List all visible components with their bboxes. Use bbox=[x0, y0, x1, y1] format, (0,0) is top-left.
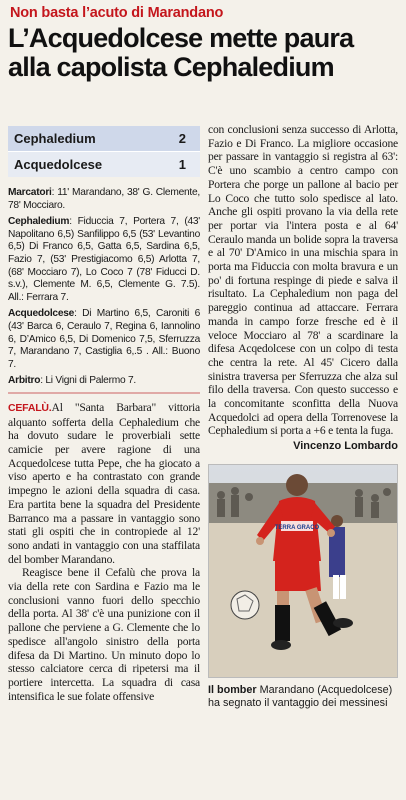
score-row-home bbox=[8, 126, 200, 151]
kicker: Non basta l’acuto di Marandano bbox=[10, 5, 224, 21]
paragraph-1-text: Al "Santa Barbara" vittoria alquanto sofferta della Cephaledium che ha dovuto sudare le proverbiali sette camicie per avere ragione di una Acquedolcese tutta Pepe, che ha giocato a viso aperto e ha contrastato con grande impegno le azioni della squadra di casa. Era partita bene la squadra del Presidente Barranco ma a passare in vantaggio sono stati gli ospiti che in contropiede al 12' sono andati in vantaggio con una staffilata del bomber Marandano. bbox=[8, 400, 200, 566]
photo-illustration bbox=[209, 465, 397, 677]
headline: L’Acquedolcese mette paura alla capolista Cephaledium bbox=[8, 23, 354, 82]
scorers-text: : 11' Marandano, 38' G. Clemente, 78' Mocciaro. bbox=[8, 187, 200, 211]
article-paragraph-3 bbox=[208, 123, 398, 438]
score-row-away bbox=[8, 151, 200, 177]
away-lineup-text: : Di Martino 6,5, Caroniti 6 (43' Barca 6, Ceraulo 7, Regina 6, Iannolino 6, D’Amico 6,5, Di Domenico 7,5, Sferruzza 7, Marandano 7, Castiglia 6,.5 . All.: Buono 7. bbox=[8, 308, 200, 370]
match-details bbox=[8, 187, 200, 388]
away-team: Acquedolcese bbox=[14, 157, 103, 172]
right-column bbox=[208, 123, 398, 710]
article-paragraph-2 bbox=[8, 566, 200, 703]
divider bbox=[8, 392, 200, 394]
scorers bbox=[8, 187, 200, 212]
home-lineup bbox=[8, 216, 200, 304]
away-goals: 1 bbox=[178, 157, 186, 172]
caption-text: Marandano (Acquedolcese) ha segnato il vantaggio dei messinesi bbox=[208, 684, 393, 710]
dateline: CEFALÙ. bbox=[8, 401, 52, 414]
away-lineup bbox=[8, 308, 200, 371]
home-team: Cephaledium bbox=[14, 131, 96, 146]
shirt-sponsor: TERRA GRACO bbox=[274, 525, 320, 532]
left-column bbox=[8, 126, 200, 703]
score-table bbox=[8, 126, 200, 177]
byline: Vincenzo Lombardo bbox=[293, 440, 398, 453]
referee-label: Arbitro bbox=[8, 375, 41, 387]
home-lineup-label: Cephaledium bbox=[8, 216, 70, 228]
article-paragraph-1 bbox=[8, 401, 200, 566]
home-goals: 2 bbox=[178, 131, 186, 146]
football-player-photo bbox=[208, 464, 398, 678]
home-lineup-text: : Fiduccia 7, Portera 7, (43' Napolitano 6,5) Sanfilippo 6,5 (53' Levantino 6,5) Di Franco 6,5, Gatta 6,5, Sardina 6,5, Fazio 7, (53' Prestigiacomo 6,5) Arlotta 7, (68' Mocciaro 7), Lo Coco 7 (78' Fiducci D. s.v.), Clemente M. 6,5, Clemente G. 7.5). All.: Ferrara 7. bbox=[8, 216, 200, 303]
caption-lead: Il bomber bbox=[208, 684, 257, 697]
photo-caption bbox=[208, 684, 398, 710]
referee bbox=[8, 375, 200, 388]
scorers-label: Marcatori bbox=[8, 187, 52, 198]
away-lineup-label: Acquedolcese bbox=[8, 308, 75, 320]
paragraph-3-text: con conclusioni senza successo di Arlotta, Fazio e Di Franco. La migliore occasione per passare in vantaggio si registra al 63': C'è uno scambio a centro campo con Portera che porge un pallone al bacio per Lo Coco che tutto solo spedisce al lato. Anche gli ospiti provano la via della rete per portar via l'intera posta e al 64' Ceraulo manda un bolide sopra la traversa e al 70' D'Amico in una mischia spara in porta ma Fiduccia con molta bravura e un po' di fortuna respinge di piede e salva il risultato. La Cephaledium non paga del pareggio continua ad attaccare. Ferrara manda in campo forze fresche ed è il veloce Mocciaro al 78' a scardinare la difesa Acqedolcese con un colpo di testa che centra la rete. Al 45' Cicero dalla sinistra traversa per Sferruzza che alza sul filo della traversa. Con questo successo e la concomitante sconfitta della Nuova Acquedolci ad opera della Torrenovese la Cephaledium si porta a +6 e tenta la fuga. bbox=[208, 123, 398, 438]
paragraph-2-text: Reagisce bene il Cefalù che prova la via della rete con Sardina e Fazio ma le conclusioni vanno fuori dello specchio della porta. Al 38' c'è una punizione con il pallone che perviene a G. Clemente che lo spedisce all'angolo sinistro della porta difesa da Di Martino. Un minuto dopo lo stesso calciatore cerca di ripetersi ma il portiere intercetta. La squadra di casa intensifica le sue folate offensive bbox=[8, 566, 200, 703]
referee-text: : Li Vigni di Palermo 7. bbox=[40, 375, 136, 387]
